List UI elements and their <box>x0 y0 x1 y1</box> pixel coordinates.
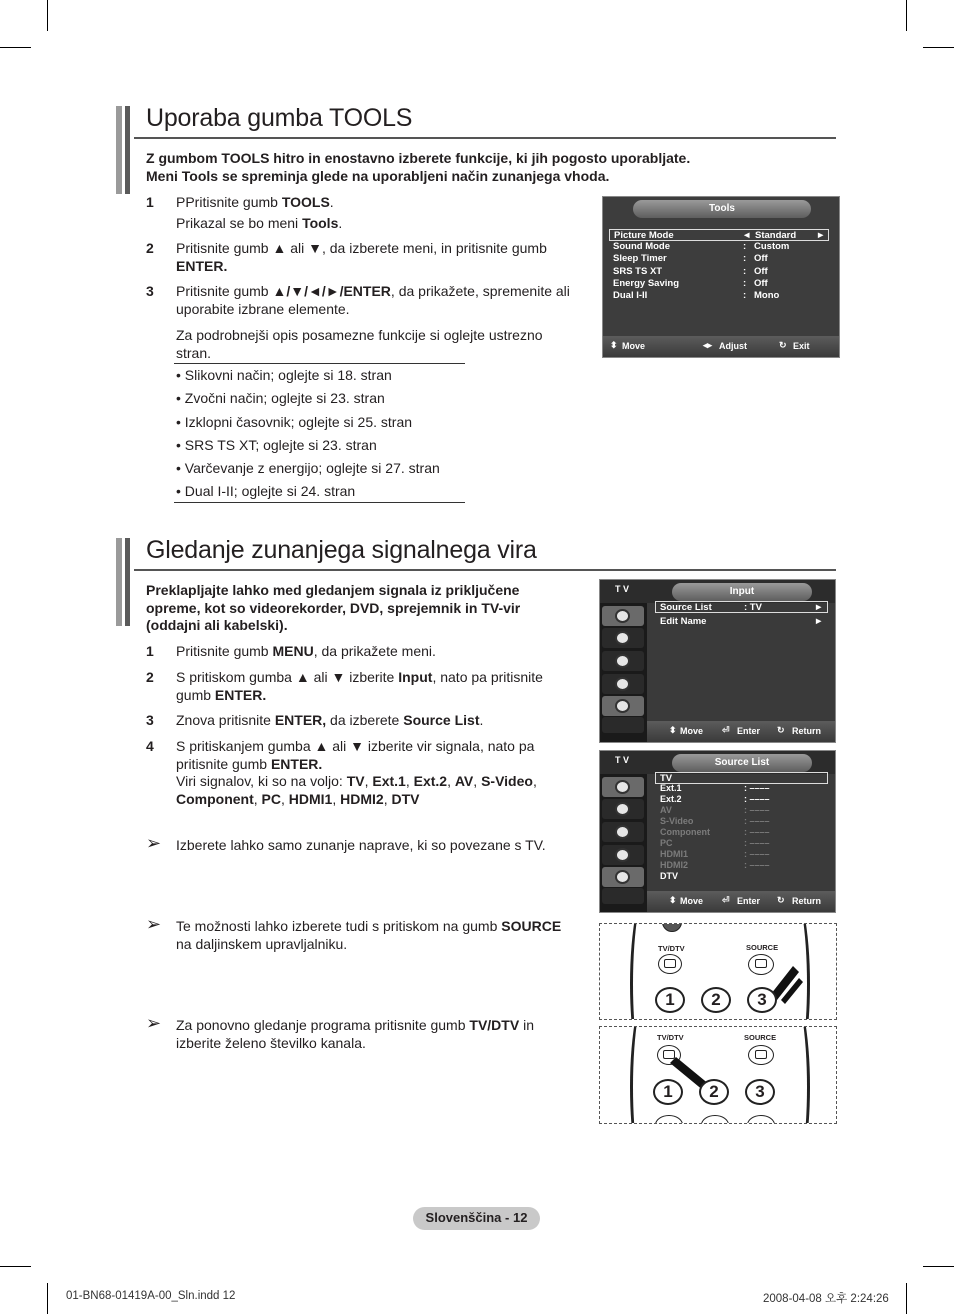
input-row-edit-name: Edit Name ► <box>660 616 824 627</box>
page-reference: • Dual I-II; oglejte si 24. stran <box>176 483 356 499</box>
source-row: HDMI2 : –––– <box>660 860 770 870</box>
tools-row-dual: Dual I-II : Mono <box>613 290 780 301</box>
crop-mark <box>0 47 31 48</box>
input-icon <box>602 696 644 716</box>
source-row: Component : –––– <box>660 827 770 837</box>
note-arrow-icon: ➢ <box>146 1013 162 1033</box>
input-menu-screen <box>599 579 836 743</box>
pc-icon <box>602 888 644 904</box>
page-reference: • Slikovni način; oglejte si 18. stran <box>176 367 392 383</box>
crop-mark <box>906 1283 907 1314</box>
section-bar <box>125 538 130 626</box>
number-1-button: 1 <box>653 1079 683 1105</box>
sound-icon <box>602 628 644 648</box>
tvdtv-label: TV/DTV <box>658 944 685 953</box>
exit-icon: ↻ <box>779 340 787 350</box>
setup-icon <box>602 674 644 694</box>
tools-menu-title: Tools <box>633 200 811 218</box>
source-row: AV : –––– <box>660 805 770 815</box>
pc-icon <box>602 717 644 733</box>
step-text: Pritisnite gumb ▲/▼/◄/►/ENTER, da prikažete, spremenite ali uporabite izbrane elemente. <box>176 283 570 317</box>
title-rule <box>134 137 836 139</box>
step-number: 4 <box>146 738 154 754</box>
crop-mark <box>923 1266 954 1267</box>
tvdtv-button <box>658 954 682 974</box>
input-row-source-list: Source List : TV ► <box>655 601 828 613</box>
print-date: 2008-04-08 오후 2:24:26 <box>763 1293 889 1305</box>
section-intro: Z gumbom TOOLS hitro in enostavno izberete funkcije, ki jih pogosto uporabljate. Meni Tools se spreminja glede na uporabljeni način zunanjega vhoda. <box>146 150 691 184</box>
page-reference-list <box>174 363 465 503</box>
source-row: Ext.2 : –––– <box>660 794 770 804</box>
setup-icon <box>602 845 644 865</box>
page-reference: • Varčevanje z energijo; oglejte si 27. stran <box>176 460 440 476</box>
enter-icon: ⏎ <box>722 725 730 735</box>
move-icon: ⬍ <box>669 725 677 735</box>
tools-row-sound-mode: Sound Mode : Custom <box>613 241 790 252</box>
source-label: SOURCE <box>744 1033 777 1042</box>
note-arrow-icon: ➢ <box>146 833 162 853</box>
step-number: 2 <box>146 669 154 685</box>
note-text: Te možnosti lahko izberete tudi s pritiskom na gumb SOURCE na daljinskem upravljalniku. <box>176 918 562 952</box>
input-menu-title: Input <box>672 583 812 601</box>
source-row: TV <box>655 772 828 784</box>
step-text: Znova pritisnite ENTER, da izberete Source List. <box>176 712 484 728</box>
section-title: Uporaba gumba TOOLS <box>146 104 413 132</box>
number-2-button: 2 <box>701 987 731 1013</box>
step-number: 3 <box>146 283 154 299</box>
page-reference: • SRS TS XT; oglejte si 23. stran <box>176 437 377 453</box>
section-bar <box>116 106 122 194</box>
section-bar <box>116 538 122 626</box>
number-3-button: 3 <box>747 987 777 1013</box>
step-text: Pritisnite gumb MENU, da prikažete meni. <box>176 643 436 659</box>
page-number-label: Slovenščina - 12 <box>413 1207 540 1230</box>
title-rule <box>134 569 836 571</box>
section-intro: Preklapljajte lahko med gledanjem signala iz priključene opreme, kot so videorekorder, DVD, sprejemnik in TV-vir (oddajni ali kabelski). <box>146 582 521 633</box>
return-icon: ↻ <box>777 895 785 905</box>
step-number: 1 <box>146 194 154 210</box>
tvdtv-label: TV/DTV <box>657 1033 684 1042</box>
source-row: DTV <box>660 871 678 881</box>
page-reference: • Zvočni način; oglejte si 23. stran <box>176 390 385 406</box>
enter-icon: ⏎ <box>722 895 730 905</box>
remote-source-illustration <box>599 923 837 1020</box>
section-title: Gledanje zunanjega signalnega vira <box>146 536 537 564</box>
tv-label: T V <box>615 755 630 765</box>
step-text: Pritisnite gumb ▲ ali ▼, da izberete meni, in pritisnite gumb ENTER. <box>176 240 547 274</box>
tools-menu-footer: ⬍ Move ◂▸ Adjust ↻ Exit <box>603 336 839 357</box>
channel-icon <box>602 651 644 671</box>
note-arrow-icon: ➢ <box>146 914 162 934</box>
number-3-button: 3 <box>745 1079 775 1105</box>
input-icon <box>602 867 644 887</box>
section-bar <box>125 106 130 194</box>
note-text: Za ponovno gledanje programa pritisnite gumb TV/DTV in izberite želeno številko kanala. <box>176 1017 534 1051</box>
source-list-screen <box>599 750 836 913</box>
source-list-title: Source List <box>672 754 812 772</box>
source-label: SOURCE <box>746 943 779 952</box>
picture-icon <box>602 606 644 626</box>
step-number: 2 <box>146 240 154 256</box>
note-text: Izberete lahko samo zunanje naprave, ki so povezane s TV. <box>176 837 546 853</box>
tools-row-energy-saving: Energy Saving : Off <box>613 278 768 289</box>
tools-row-srs: SRS TS XT : Off <box>613 266 768 277</box>
step-text: PPritisnite gumb TOOLS. Prikazal se bo meni Tools. <box>176 194 343 231</box>
crop-mark <box>0 1266 31 1267</box>
move-icon: ⬍ <box>669 895 677 905</box>
input-menu-footer: ⬍ Move ⏎ Enter ↻ Return <box>647 721 835 742</box>
crop-mark <box>47 1283 48 1314</box>
step-text: S pritiskanjem gumba ▲ ali ▼ izberite vir signala, nato pa pritisnite gumb ENTER. Viri signalov, ki so na voljo: TV, Ext.1, Ext.2, AV, S-Video, Component, PC, HDMI1, HDMI2, DTV <box>176 738 537 807</box>
source-button <box>748 1045 774 1065</box>
tools-row-picture-mode: Picture Mode ◄ Standard ► <box>609 229 829 241</box>
tools-menu-screen <box>602 196 840 358</box>
tools-row-sleep-timer: Sleep Timer : Off <box>613 253 768 264</box>
source-row: HDMI1 : –––– <box>660 849 770 859</box>
crop-mark <box>906 0 907 31</box>
page-reference: • Izklopni časovnik; oglejte si 25. stran <box>176 414 413 430</box>
move-icon: ⬍ <box>610 340 618 350</box>
crop-mark <box>47 0 48 31</box>
sound-icon <box>602 799 644 819</box>
step-number: 1 <box>146 643 154 659</box>
tv-label: T V <box>615 584 630 594</box>
source-row: Ext.1 : –––– <box>660 783 770 793</box>
step-text: S pritiskom gumba ▲ ali ▼ izberite Input, nato pa pritisnite gumb ENTER. <box>176 669 543 703</box>
crop-mark <box>923 47 954 48</box>
file-slug: 01-BN68-01419A-00_Sln.indd 12 <box>66 1290 236 1302</box>
number-2-button: 2 <box>699 1079 729 1105</box>
channel-icon <box>602 822 644 842</box>
source-row: PC : –––– <box>660 838 770 848</box>
picture-icon <box>602 777 644 797</box>
return-icon: ↻ <box>777 725 785 735</box>
step-number: 3 <box>146 712 154 728</box>
adjust-icon: ◂▸ <box>703 340 713 350</box>
detail-text: Za podrobnejši opis posamezne funkcije si oglejte ustrezno stran. <box>176 327 543 361</box>
number-1-button: 1 <box>655 987 685 1013</box>
source-list-footer: ⬍ Move ⏎ Enter ↻ Return <box>647 891 835 912</box>
source-row: S-Video : –––– <box>660 816 770 826</box>
remote-tvdtv-illustration <box>599 1026 837 1124</box>
